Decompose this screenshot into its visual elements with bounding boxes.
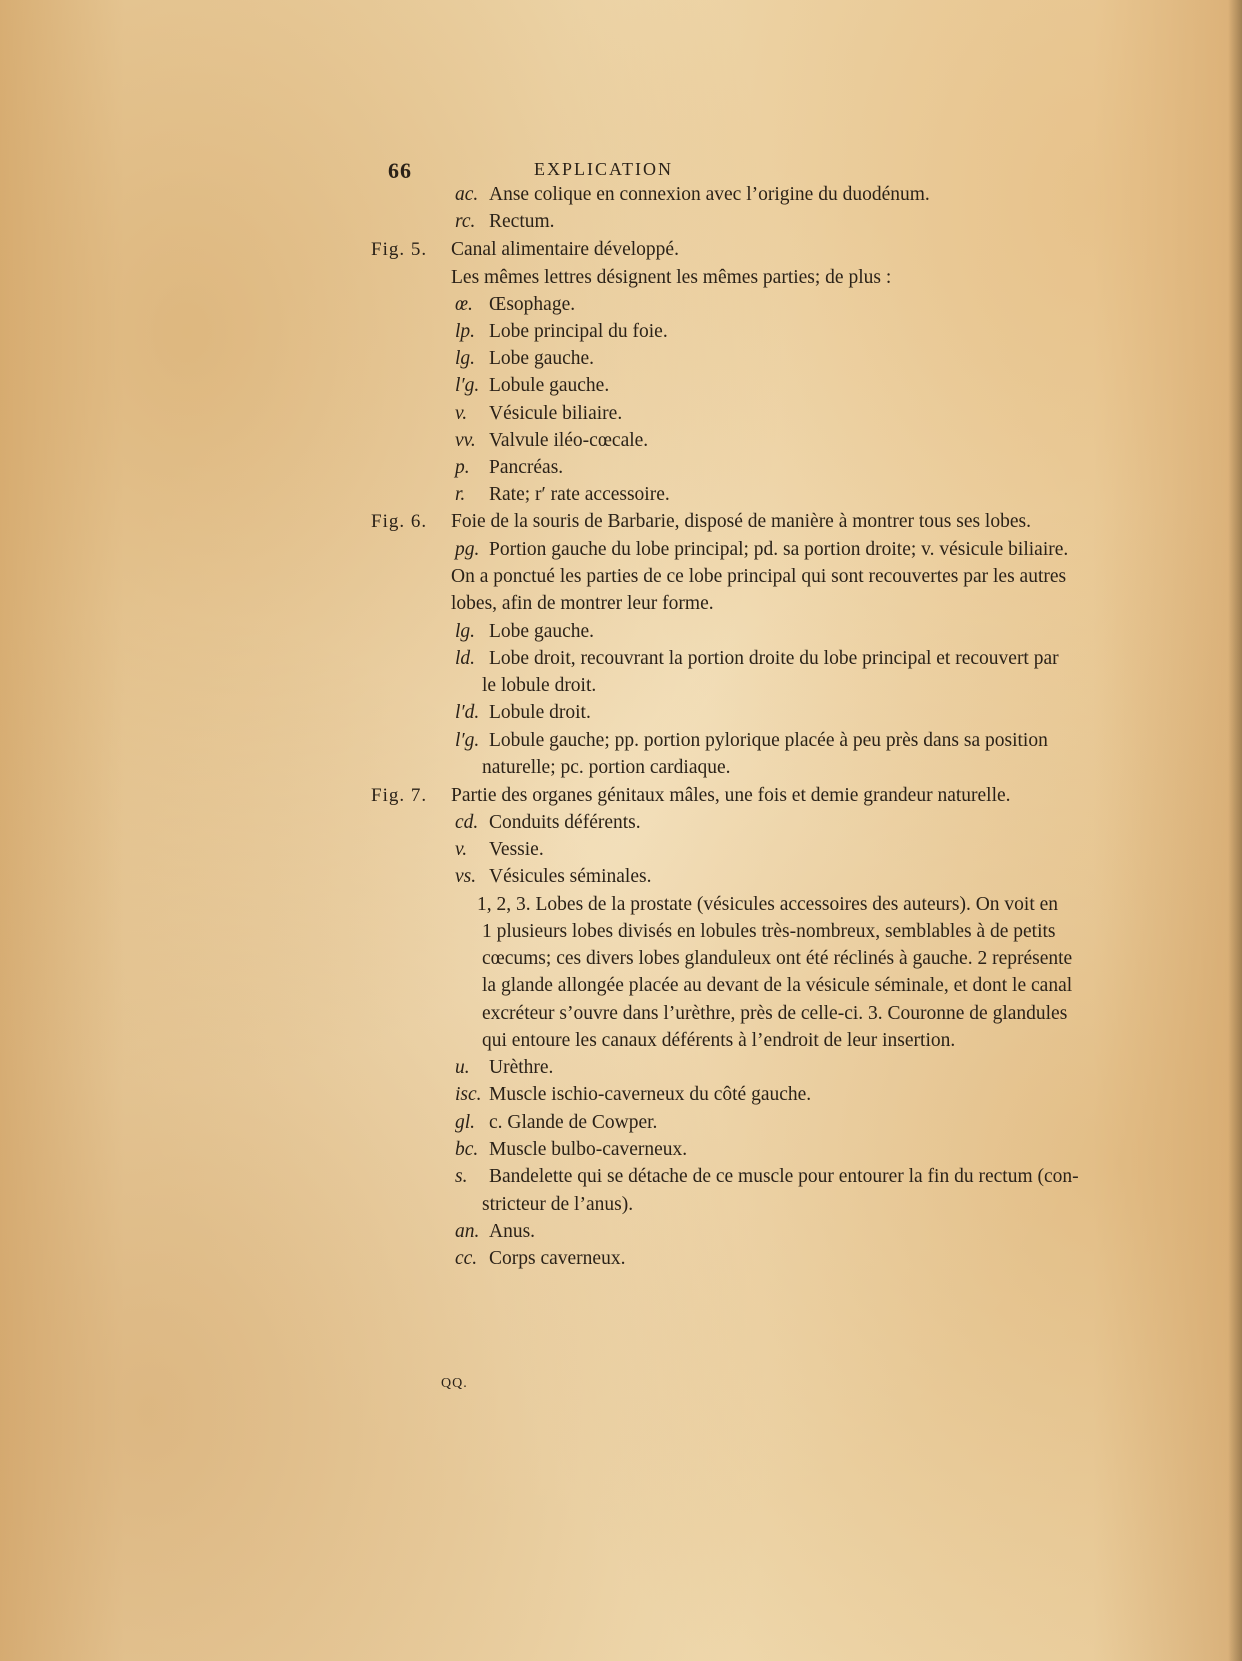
page-edge-shadow — [1228, 0, 1242, 1661]
legend-description: Vésicule biliaire. — [489, 403, 623, 424]
legend-abbreviation: vs. — [455, 866, 477, 887]
text-line — [455, 429, 648, 453]
text-line — [455, 538, 1068, 562]
legend-description: cœcums; ces divers lobes glanduleux ont été réclinés à gauche. 2 représente — [482, 948, 1073, 969]
legend-description: la glande allongée placée au devant de la vésicule séminale, et dont le canal — [482, 975, 1073, 996]
legend-description: stricteur de l’anus). — [482, 1194, 634, 1215]
text-line — [482, 1193, 633, 1217]
legend-description: naturelle; pc. portion cardiaque. — [482, 757, 731, 778]
legend-abbreviation: u. — [455, 1057, 470, 1078]
legend-description: Anus. — [489, 1221, 536, 1242]
legend-abbreviation: gl. — [455, 1112, 476, 1133]
text-line — [455, 1165, 1079, 1189]
legend-abbreviation: œ. — [455, 294, 473, 315]
legend-abbreviation: v. — [455, 839, 468, 860]
legend-abbreviation: s. — [455, 1166, 468, 1187]
text-line — [482, 974, 1072, 998]
text-line — [455, 1247, 625, 1271]
text-line — [482, 920, 1056, 944]
text-line — [455, 1220, 535, 1244]
legend-description: Canal alimentaire développé. — [451, 239, 679, 260]
figure-label: Fig. 5. — [371, 239, 428, 260]
legend-description: Urèthre. — [489, 1057, 554, 1078]
text-line — [451, 592, 714, 616]
legend-description: Muscle ischio-caverneux du côté gauche. — [489, 1084, 812, 1105]
text-line — [451, 510, 1031, 534]
text-line — [482, 1029, 955, 1053]
signature-mark: QQ. — [441, 1376, 468, 1391]
text-line — [455, 1083, 811, 1107]
text-line — [455, 374, 609, 398]
text-line — [455, 347, 594, 371]
legend-abbreviation: cc. — [455, 1248, 478, 1269]
legend-description: Rectum. — [489, 211, 555, 232]
legend-description: Lobe gauche. — [489, 348, 595, 369]
text-line — [482, 1002, 1067, 1026]
text-line — [455, 210, 555, 234]
legend-description: Lobe droit, recouvrant la portion droite du lobe principal et recouvert par — [489, 648, 1059, 669]
legend-description: 1 plusieurs lobes divisés en lobules très-nombreux, semblables à de petits — [482, 921, 1056, 942]
text-line — [455, 402, 622, 426]
text-line — [455, 483, 670, 507]
legend-description: Foie de la souris de Barbarie, disposé de manière à montrer tous ses lobes. — [451, 511, 1031, 532]
text-line — [455, 293, 575, 317]
legend-abbreviation: lg. — [455, 348, 476, 369]
text-line — [455, 320, 668, 344]
text-line — [451, 266, 891, 290]
legend-description: Lobule gauche; pp. portion pylorique placée à peu près dans sa position — [489, 730, 1048, 751]
legend-description: Partie des organes génitaux mâles, une fois et demie grandeur naturelle. — [451, 785, 1011, 806]
legend-abbreviation: v. — [455, 403, 468, 424]
legend-description: Vésicules séminales. — [489, 866, 652, 887]
legend-description: Portion gauche du lobe principal; pd. sa portion droite; v. vésicule biliaire. — [489, 539, 1069, 560]
legend-abbreviation: l′d. — [455, 702, 480, 723]
legend-description: excréteur s’ouvre dans l’urèthre, près de celle-ci. 3. Couronne de glandules — [482, 1003, 1068, 1024]
legend-description: Œsophage. — [489, 294, 576, 315]
legend-description: le lobule droit. — [482, 675, 597, 696]
legend-abbreviation: ld. — [455, 648, 476, 669]
text-line — [455, 1138, 687, 1162]
legend-description: Vessie. — [489, 839, 544, 860]
text-line — [455, 701, 591, 725]
legend-description: Pancréas. — [489, 457, 564, 478]
legend-abbreviation: ac. — [455, 184, 479, 205]
text-line — [451, 238, 679, 262]
text-line — [482, 756, 731, 780]
text-line — [455, 865, 651, 889]
legend-abbreviation: bc. — [455, 1139, 479, 1160]
legend-abbreviation: isc. — [455, 1084, 482, 1105]
text-line — [455, 811, 641, 835]
legend-abbreviation: l′g. — [455, 730, 480, 751]
legend-description: Lobule droit. — [489, 702, 591, 723]
legend-abbreviation: cd. — [455, 812, 479, 833]
legend-abbreviation: vv. — [455, 430, 476, 451]
legend-description: Les mêmes lettres désignent les mêmes parties; de plus : — [451, 267, 892, 288]
legend-description: Muscle bulbo-caverneux. — [489, 1139, 688, 1160]
legend-description: Anse colique en connexion avec l’origine du duodénum. — [489, 184, 930, 205]
text-line — [482, 947, 1072, 971]
legend-abbreviation: lg. — [455, 621, 476, 642]
text-line — [455, 456, 563, 480]
legend-description: qui entoure les canaux déférents à l’endroit de leur insertion. — [482, 1030, 956, 1051]
text-line — [455, 183, 930, 207]
text-line — [455, 1111, 657, 1135]
legend-description: Valvule iléo-cœcale. — [489, 430, 649, 451]
legend-description: Lobule gauche. — [489, 375, 610, 396]
text-line — [451, 565, 1066, 589]
legend-abbreviation: r. — [455, 484, 466, 505]
text-line — [477, 893, 1058, 917]
text-line — [455, 620, 594, 644]
figure-label: Fig. 6. — [371, 511, 428, 532]
legend-abbreviation: an. — [455, 1221, 480, 1242]
legend-description: lobes, afin de montrer leur forme. — [451, 593, 714, 614]
legend-abbreviation: pg. — [455, 539, 480, 560]
legend-abbreviation: lp. — [455, 321, 476, 342]
legend-abbreviation: p. — [455, 457, 470, 478]
legend-description: Conduits déférents. — [489, 812, 641, 833]
legend-description: Bandelette qui se détache de ce muscle pour entourer la fin du rectum (con- — [489, 1166, 1079, 1187]
text-line — [455, 1056, 553, 1080]
legend-abbreviation: l′g. — [455, 375, 480, 396]
legend-description: c. Glande de Cowper. — [489, 1112, 658, 1133]
figure-label: Fig. 7. — [371, 785, 428, 806]
text-line — [482, 674, 596, 698]
legend-description: Corps caverneux. — [489, 1248, 626, 1269]
legend-description: On a ponctué les parties de ce lobe principal qui sont recouvertes par les autres — [451, 566, 1067, 587]
text-line — [455, 729, 1048, 753]
legend-description: 1, 2, 3. Lobes de la prostate (vésicules accessoires des auteurs). On voit en — [477, 894, 1059, 915]
running-head: EXPLICATION — [534, 159, 673, 179]
text-line — [455, 838, 544, 862]
text-line — [451, 784, 1011, 808]
legend-description: Lobe principal du foie. — [489, 321, 668, 342]
legend-description: Rate; r′ rate accessoire. — [489, 484, 670, 505]
page-number: 66 — [388, 158, 412, 183]
text-line — [455, 647, 1059, 671]
legend-description: Lobe gauche. — [489, 621, 595, 642]
legend-abbreviation: rc. — [455, 211, 476, 232]
